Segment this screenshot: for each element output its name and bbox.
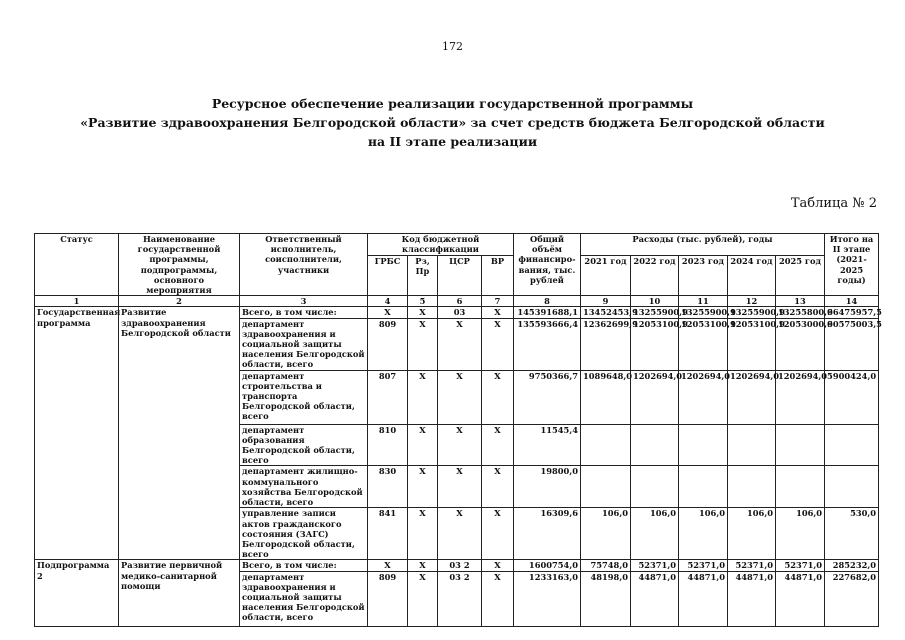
total-cell: 1600754,0 xyxy=(514,560,581,571)
total-cell: 135593666,4 xyxy=(514,318,581,370)
rz-cell: Х xyxy=(408,571,438,626)
year-2025-cell: 106,0 xyxy=(776,508,825,560)
csr-cell: Х xyxy=(438,370,482,424)
year-2025-cell: 44871,0 xyxy=(776,571,825,626)
year-2024-cell: 12053100,9 xyxy=(728,318,776,370)
stage-total-cell: 60575003,5 xyxy=(825,318,879,370)
title-line-2: «Развитие здравоохранения Белгородской области» за счет средств бюджета Белгородской области xyxy=(80,115,825,130)
year-2022-cell xyxy=(631,466,679,508)
vr-cell: Х xyxy=(482,571,514,626)
year-2021-cell: 12362699,9 xyxy=(581,318,631,370)
csr-cell: Х xyxy=(438,466,482,508)
col-number: 6 xyxy=(438,296,482,307)
year-2025-cell: 52371,0 xyxy=(776,560,825,571)
year-2023-cell: 44871,0 xyxy=(679,571,728,626)
year-2023-cell: 1202694,0 xyxy=(679,370,728,424)
year-2024-cell: 52371,0 xyxy=(728,560,776,571)
executor-cell: управление записи актов гражданского состояния (ЗАГС) Белгородской области, всего xyxy=(240,508,368,560)
year-2021-cell: 48198,0 xyxy=(581,571,631,626)
year-2022-cell: 44871,0 xyxy=(631,571,679,626)
year-2021-cell: 106,0 xyxy=(581,508,631,560)
grbs-cell: Х xyxy=(368,307,408,318)
stage-total-cell: 5900424,0 xyxy=(825,370,879,424)
stage-total-cell: 227682,0 xyxy=(825,571,879,626)
total-cell: 145391688,1 xyxy=(514,307,581,318)
year-2023-cell xyxy=(679,466,728,508)
header-year-2023: 2023 год xyxy=(679,255,728,296)
col-number: 9 xyxy=(581,296,631,307)
rz-cell: Х xyxy=(408,307,438,318)
rz-cell: Х xyxy=(408,424,438,466)
vr-cell: Х xyxy=(482,560,514,571)
col-number: 3 xyxy=(240,296,368,307)
vr-cell: Х xyxy=(482,466,514,508)
title-line-1: Ресурсное обеспечение реализации государственной программы xyxy=(211,96,694,111)
header-year-2021: 2021 год xyxy=(581,255,631,296)
executor-cell: департамент здравоохранения и социальной защиты населения Белгородской области, всего xyxy=(240,318,368,370)
year-2025-cell: 12053000,9 xyxy=(776,318,825,370)
document-title xyxy=(0,94,905,151)
status-cell: Подпрограмма 2 xyxy=(35,560,119,626)
header-code-group: Код бюджетной классификации xyxy=(368,234,514,256)
grbs-cell: 810 xyxy=(368,424,408,466)
table-row xyxy=(35,560,879,571)
csr-cell: Х xyxy=(438,424,482,466)
year-2024-cell: 13255900,9 xyxy=(728,307,776,318)
csr-cell: Х xyxy=(438,508,482,560)
year-2022-cell xyxy=(631,424,679,466)
page-number: 172 xyxy=(442,40,463,53)
csr-cell: 03 2 xyxy=(438,571,482,626)
executor-cell: департамент жилищно-коммунального хозяйства Белгородской области, всего xyxy=(240,466,368,508)
header-csr: ЦСР xyxy=(438,255,482,296)
year-2021-cell xyxy=(581,424,631,466)
col-number: 14 xyxy=(825,296,879,307)
stage-total-cell: 530,0 xyxy=(825,508,879,560)
name-cell: Развитие первичной медико-санитарной помощи xyxy=(119,560,240,626)
header-stage-total: Итого на II этапе (2021-2025 годы) xyxy=(825,234,879,296)
executor-cell: департамент здравоохранения и социальной защиты населения Белгородской области, всего xyxy=(240,571,368,626)
executor-cell: департамент образования Белгородской области, всего xyxy=(240,424,368,466)
year-2024-cell xyxy=(728,466,776,508)
col-number: 12 xyxy=(728,296,776,307)
vr-cell: Х xyxy=(482,318,514,370)
year-2021-cell: 1089648,0 xyxy=(581,370,631,424)
total-cell: 9750366,7 xyxy=(514,370,581,424)
year-2025-cell xyxy=(776,424,825,466)
year-2025-cell: 13255800,9 xyxy=(776,307,825,318)
col-number: 10 xyxy=(631,296,679,307)
stage-total-cell xyxy=(825,466,879,508)
year-2024-cell xyxy=(728,424,776,466)
year-2022-cell: 106,0 xyxy=(631,508,679,560)
year-2021-cell xyxy=(581,466,631,508)
col-number: 5 xyxy=(408,296,438,307)
header-year-2022: 2022 год xyxy=(631,255,679,296)
year-2023-cell: 13255900,9 xyxy=(679,307,728,318)
year-2022-cell: 13255900,9 xyxy=(631,307,679,318)
resource-table xyxy=(34,233,882,627)
year-2022-cell: 52371,0 xyxy=(631,560,679,571)
column-number-row xyxy=(35,296,879,307)
grbs-cell: 830 xyxy=(368,466,408,508)
status-cell: Государственная программа xyxy=(35,307,119,560)
year-2022-cell: 12053100,9 xyxy=(631,318,679,370)
grbs-cell: 807 xyxy=(368,370,408,424)
year-2021-cell: 75748,0 xyxy=(581,560,631,571)
rz-cell: Х xyxy=(408,560,438,571)
col-number: 11 xyxy=(679,296,728,307)
year-2023-cell: 12053100,9 xyxy=(679,318,728,370)
csr-cell: Х xyxy=(438,318,482,370)
rz-cell: Х xyxy=(408,318,438,370)
year-2025-cell: 1202694,0 xyxy=(776,370,825,424)
year-2024-cell: 106,0 xyxy=(728,508,776,560)
header-name: Наименование государственной программы, подпрограммы, основного мероприятия xyxy=(119,234,240,296)
executor-cell: департамент строительства и транспорта Белгородской области, всего xyxy=(240,370,368,424)
total-cell: 16309,6 xyxy=(514,508,581,560)
grbs-cell: 841 xyxy=(368,508,408,560)
grbs-cell: 809 xyxy=(368,571,408,626)
year-2025-cell xyxy=(776,466,825,508)
header-status: Статус xyxy=(35,234,119,296)
total-cell: 11545,4 xyxy=(514,424,581,466)
title-line-3: на II этапе реализации xyxy=(367,134,538,149)
csr-cell: 03 xyxy=(438,307,482,318)
header-total-volume: Общий объём финансиро-вания, тыс. рублей xyxy=(514,234,581,296)
stage-total-cell: 285232,0 xyxy=(825,560,879,571)
total-cell: 1233163,0 xyxy=(514,571,581,626)
header-year-2025: 2025 год xyxy=(776,255,825,296)
stage-total-cell xyxy=(825,424,879,466)
col-number: 2 xyxy=(119,296,240,307)
name-cell: Развитие здравоохранения Белгородской области xyxy=(119,307,240,560)
header-grbs: ГРБС xyxy=(368,255,408,296)
rz-cell: Х xyxy=(408,508,438,560)
vr-cell: Х xyxy=(482,307,514,318)
stage-total-cell: 66475957,5 xyxy=(825,307,879,318)
year-2023-cell xyxy=(679,424,728,466)
col-number: 8 xyxy=(514,296,581,307)
header-row-1 xyxy=(35,234,879,256)
col-number: 7 xyxy=(482,296,514,307)
table-name: Таблица № 2 xyxy=(790,196,877,211)
grbs-cell: Х xyxy=(368,560,408,571)
vr-cell: Х xyxy=(482,424,514,466)
header-vr: ВР xyxy=(482,255,514,296)
table-row xyxy=(35,307,879,318)
header-executor: Ответственный исполнитель, соисполнители, участники xyxy=(240,234,368,296)
header-rz: Рз, Пр xyxy=(408,255,438,296)
col-number: 1 xyxy=(35,296,119,307)
col-number: 4 xyxy=(368,296,408,307)
year-2022-cell: 1202694,0 xyxy=(631,370,679,424)
vr-cell: Х xyxy=(482,370,514,424)
header-year-2024: 2024 год xyxy=(728,255,776,296)
executor-cell: Всего, в том числе: xyxy=(240,560,368,571)
rz-cell: Х xyxy=(408,370,438,424)
header-expenses-group: Расходы (тыс. рублей), годы xyxy=(581,234,825,256)
rz-cell: Х xyxy=(408,466,438,508)
year-2024-cell: 44871,0 xyxy=(728,571,776,626)
grbs-cell: 809 xyxy=(368,318,408,370)
year-2024-cell: 1202694,0 xyxy=(728,370,776,424)
year-2023-cell: 52371,0 xyxy=(679,560,728,571)
year-2023-cell: 106,0 xyxy=(679,508,728,560)
total-cell: 19800,0 xyxy=(514,466,581,508)
csr-cell: 03 2 xyxy=(438,560,482,571)
col-number: 13 xyxy=(776,296,825,307)
year-2021-cell: 13452453,9 xyxy=(581,307,631,318)
executor-cell: Всего, в том числе: xyxy=(240,307,368,318)
vr-cell: Х xyxy=(482,508,514,560)
